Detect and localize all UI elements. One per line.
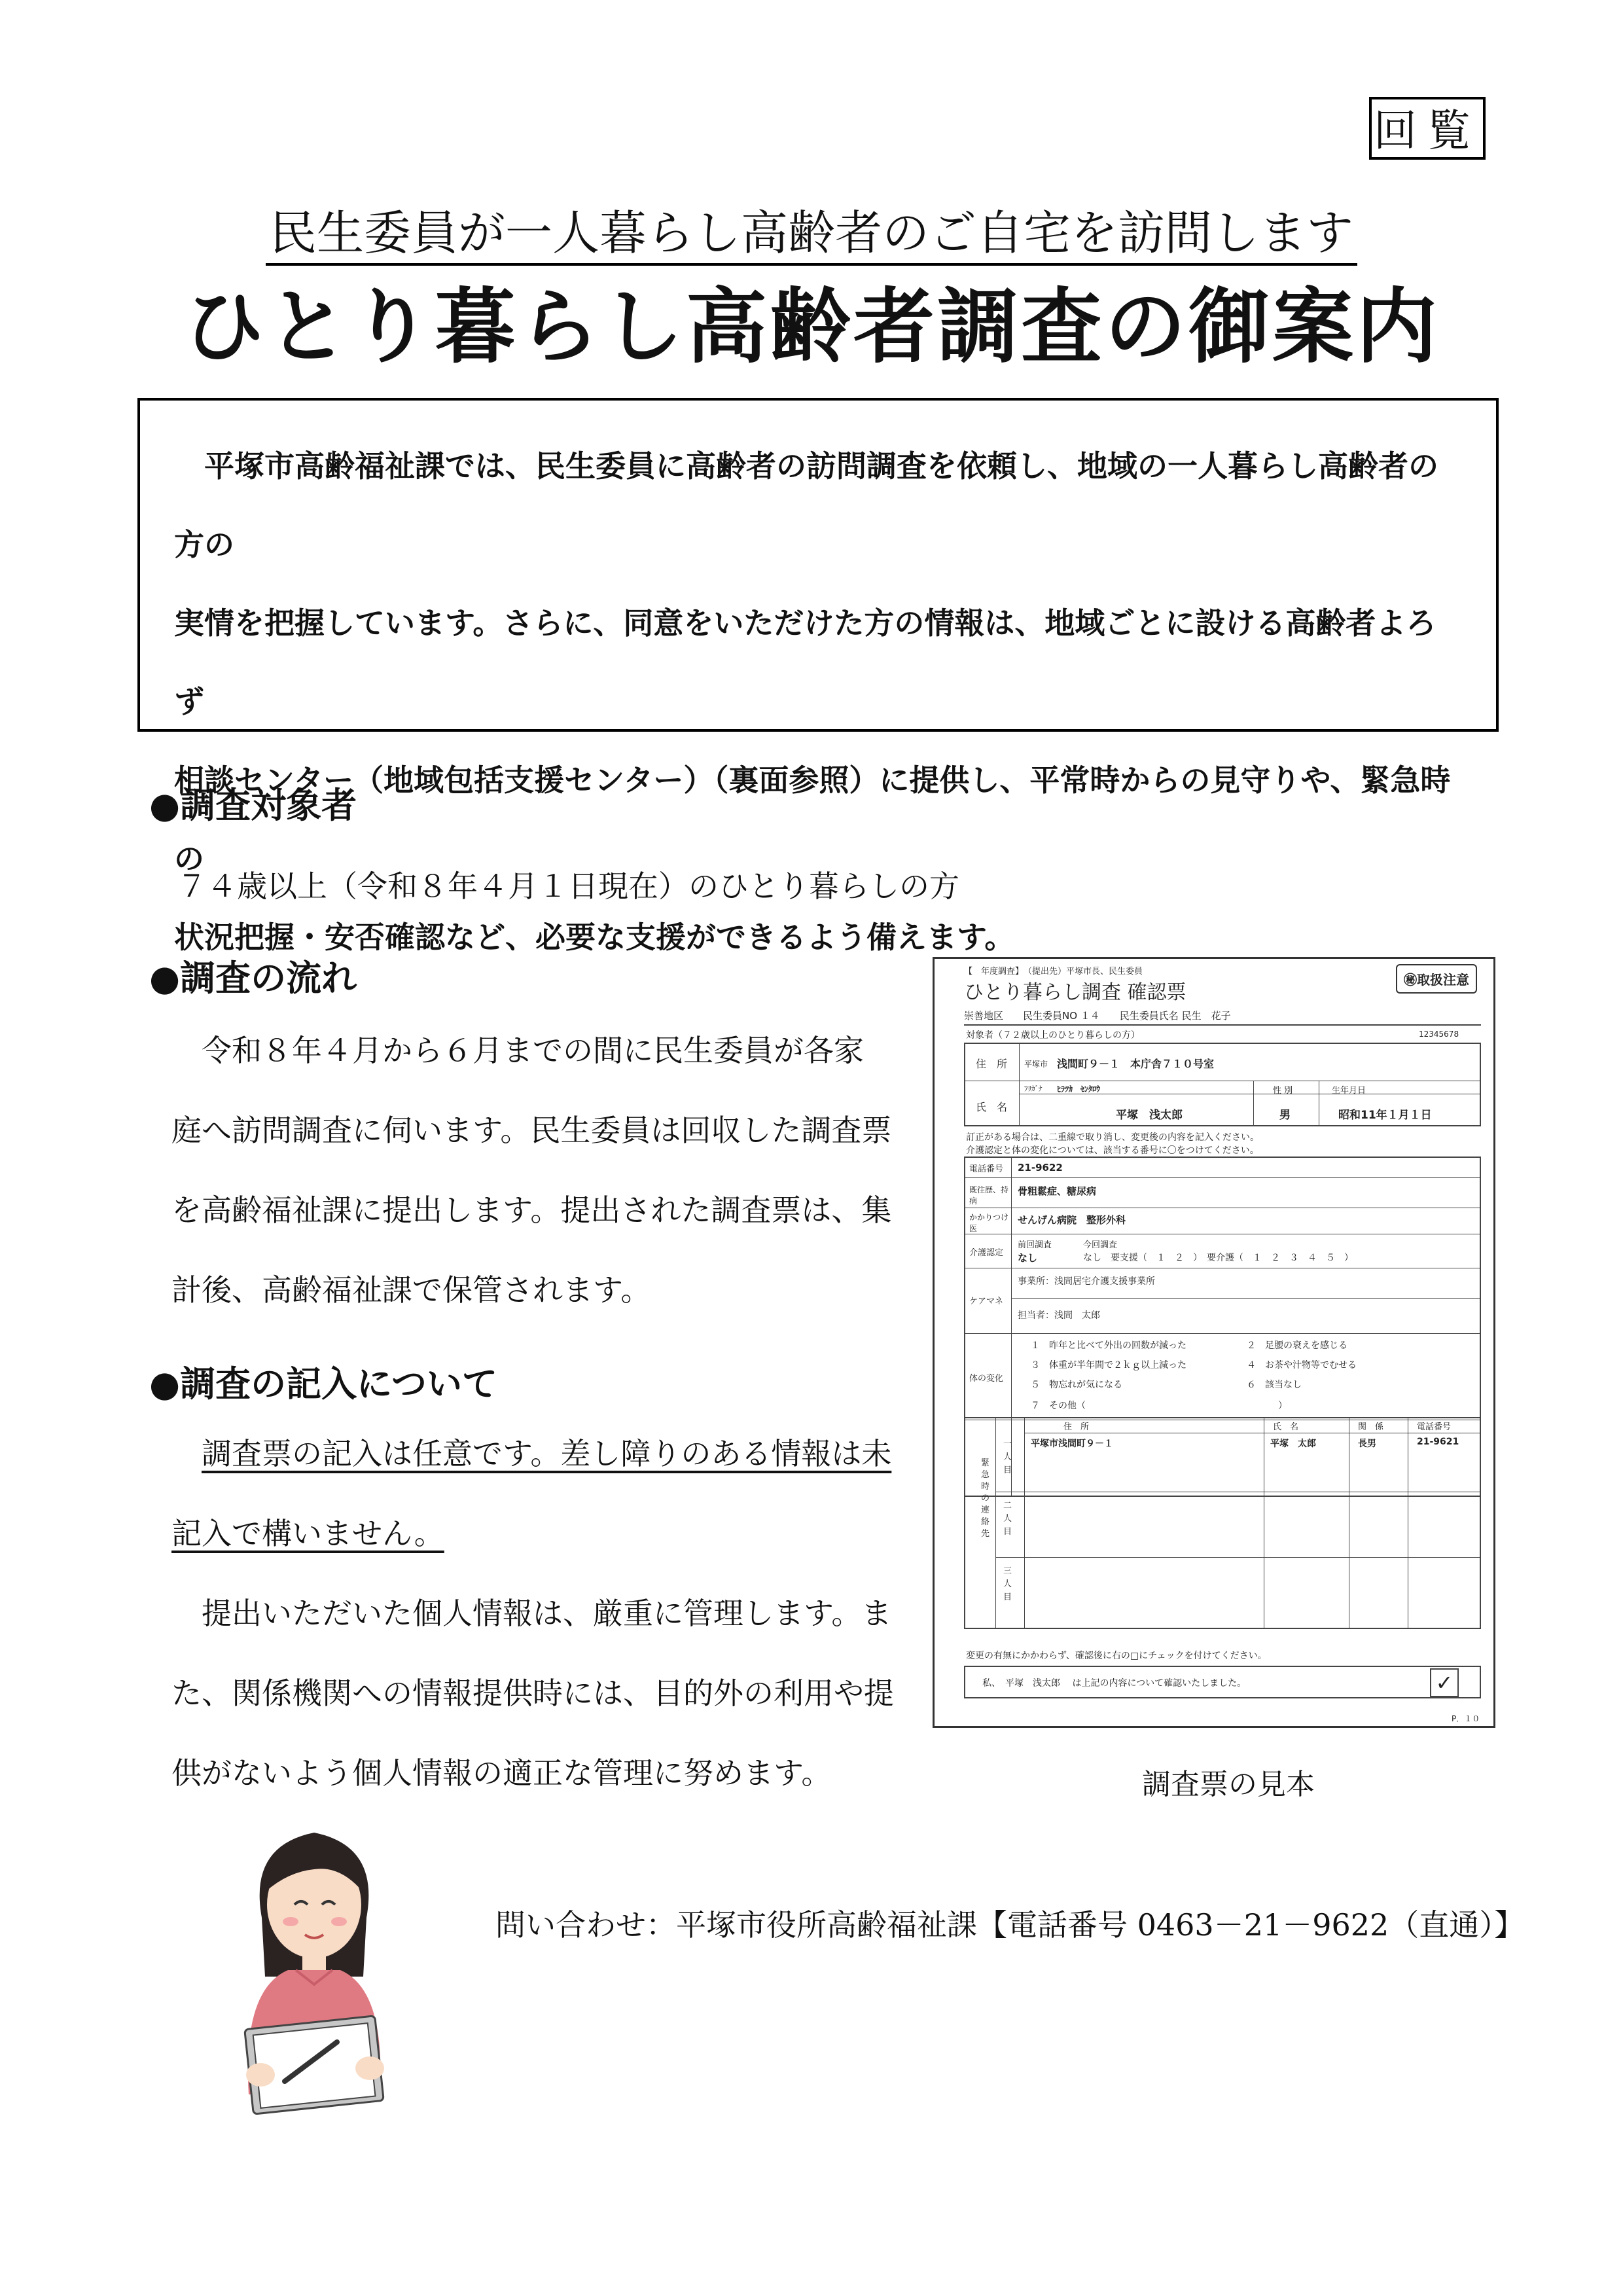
page-subtitle — [0, 195, 1623, 263]
form-manager: 担当者：浅間 太郎 — [1018, 1310, 1100, 1321]
entry-line: 提出いただいた個人情報は、厳重に管理します。ま — [202, 1596, 892, 1631]
form-phone: 21-9622 — [1018, 1162, 1063, 1174]
flow-paragraph — [171, 1011, 904, 1330]
form-check-box: ✓ — [1430, 1668, 1459, 1697]
form-emergency-label: 緊急時の連絡先 — [981, 1458, 990, 1539]
form-body-item: ５ 物忘れが気になる — [1031, 1380, 1122, 1390]
contact-info: 問い合わせ：平塚市役所高齢福祉課【電話番号 0463－21－9622（直通）】 — [495, 1907, 1525, 1943]
form-confirm-note: 変更の有無にかかわらず、確認後に右の□にチェックを付けてください。 — [966, 1651, 1267, 1661]
form-district-row: 崇善地区 民生委員NO １４ 民生委員氏名 民生 花子 — [964, 1010, 1231, 1022]
form-emergency-header: 氏 名 — [1273, 1422, 1299, 1432]
form-sex-label: 性 別 — [1273, 1086, 1293, 1096]
form-care-now: なし 要支援（ １ ２ ） 要介護（ １ ２ ３ ４ ５ ） — [1083, 1253, 1353, 1263]
form-emergency-cell: 平塚市浅間町９－１ — [1031, 1439, 1113, 1449]
form-address-label: 住 所 — [976, 1058, 1008, 1070]
flow-heading: ●調査の流れ — [149, 958, 357, 999]
form-phone-label: 電話番号 — [969, 1164, 1004, 1174]
form-body-item: ６ 該当なし — [1247, 1380, 1302, 1390]
flow-line: を高齢福祉課に提出します。提出された調査票は、集 — [171, 1193, 892, 1228]
confidential-badge: ㊙取扱注意 — [1396, 964, 1477, 994]
entry-line: 調査票の記入は任意です。差し障りのある情報は未 — [202, 1436, 892, 1471]
form-top-note: 【 年度調査】 （提出先）平塚市長、民生委員 — [964, 967, 1143, 977]
form-body-item: ２ 足腰の衰えを感じる — [1247, 1340, 1347, 1351]
entry-line: 記入で構いません。 — [171, 1516, 444, 1551]
form-emergency-row-label: 一人目 — [1003, 1439, 1012, 1475]
form-target-row: 対象者（７２歳以上のひとり暮らしの方） — [966, 1030, 1140, 1041]
form-illness-label: 既往歴、持病 — [969, 1185, 1009, 1206]
form-furigana-label: ﾌﾘｶﾞﾅ — [1024, 1085, 1043, 1093]
form-emergency-cell: 平塚 太郎 — [1270, 1439, 1316, 1449]
form-office: 事業所：浅間居宅介護支援事業所 — [1018, 1276, 1155, 1287]
form-emergency-header: 電話番号 — [1417, 1422, 1452, 1432]
entry-line: た、関係機関への情報提供時には、目的外の利用や提 — [171, 1676, 894, 1711]
form-body-item: ３ 体重が半年間で２ｋｇ以上減った — [1031, 1360, 1186, 1371]
form-body-item: １ 昨年と比べて外出の回数が減った — [1031, 1340, 1186, 1351]
form-caremanager-label: ケアマネ — [969, 1297, 1004, 1306]
form-doctor: せんげん病院 整形外科 — [1018, 1214, 1126, 1226]
form-body-item: ４ お茶や汁物等でむせる — [1247, 1360, 1357, 1371]
survey-form-sample — [933, 957, 1495, 1728]
form-birth-label: 生年月日 — [1332, 1086, 1366, 1096]
form-emergency-row-label: 二人目 — [1003, 1501, 1012, 1537]
form-care-prev-label: 前回調査 — [1018, 1240, 1052, 1250]
form-emergency-cell: 長男 — [1358, 1439, 1376, 1449]
form-note-1: 訂正がある場合は、二重線で取り消し、変更後の内容を記入ください。 — [966, 1132, 1259, 1143]
form-page-number: P．１０ — [1452, 1714, 1480, 1723]
form-care-prev: なし — [1018, 1252, 1038, 1264]
form-name: 平塚 浅太郎 — [1116, 1109, 1183, 1122]
intro-line: 相談センター（地域包括支援センター）（裏面参照）に提供し、平常時からの見守りや、緊急時の — [174, 762, 1451, 876]
flow-line: 計後、高齢福祉課で保管されます。 — [171, 1272, 651, 1308]
form-emergency-cell: 21-9621 — [1417, 1437, 1459, 1447]
form-sex: 男 — [1279, 1109, 1291, 1122]
intro-line: 平塚市高齢福祉課では、民生委員に高齢者の訪問調査を依頼し、地域の一人暮らし高齢者の方の — [174, 448, 1438, 562]
form-caption: 調査票の見本 — [1142, 1768, 1315, 1801]
form-name-label: 氏 名 — [976, 1101, 1008, 1113]
form-care-now-label: 今回調査 — [1083, 1240, 1118, 1250]
form-illness: 骨粗鬆症、糖尿病 — [1018, 1185, 1097, 1197]
form-address: 浅間町９－１ 本庁舎７１０号室 — [1057, 1058, 1215, 1070]
target-text: ７４歳以上（令和８年４月１日現在）のひとり暮らしの方 — [177, 869, 959, 904]
form-note-2: 介護認定と体の変化については、該当する番号に〇をつけてください。 — [966, 1145, 1259, 1156]
form-title: ひとり暮らし調査 確認票 — [964, 981, 1186, 1004]
target-heading: ●調査対象者 — [149, 785, 357, 826]
form-emergency-table — [964, 1417, 1481, 1629]
entry-line: 供がないよう個人情報の適正な管理に努めます。 — [171, 1755, 832, 1791]
form-emergency-row-label: 三人目 — [1003, 1566, 1012, 1602]
entry-paragraph — [171, 1414, 904, 1813]
form-confirm-text: 私、 平塚 浅太郎 は上記の内容について確認いたしました。 — [982, 1678, 1247, 1689]
form-confirm-box — [964, 1666, 1481, 1698]
form-doctor-label: かかりつけ医 — [969, 1213, 1009, 1233]
form-emergency-header: 関 係 — [1358, 1422, 1384, 1432]
woman-with-clipboard-illustration — [223, 1806, 406, 2121]
intro-line: 状況把握・安否確認など、必要な支援ができるよう備えます。 — [174, 920, 1015, 955]
form-body-label: 体の変化 — [969, 1374, 1004, 1384]
form-id: 12345678 — [1419, 1030, 1459, 1039]
subtitle-text: 民生委員が一人暮らし高齢者のご自宅を訪問します — [266, 206, 1357, 266]
circulation-stamp: 回覧 — [1369, 97, 1486, 160]
intro-line: 実情を把握しています。さらに、同意をいただけた方の情報は、地域ごとに設ける高齢者よろず — [174, 605, 1436, 719]
flow-line: 庭へ訪問調査に伺います。民生委員は回収した調査票 — [171, 1113, 892, 1148]
form-furigana: ﾋﾗﾂｶ ｾﾝﾀﾛｳ — [1057, 1085, 1101, 1094]
form-body-item: ７ その他（ ） — [1031, 1401, 1287, 1411]
form-birth: 昭和11年１月１日 — [1338, 1109, 1432, 1122]
page-title: ひとり暮らし高齢者調査の御案内 — [183, 280, 1440, 374]
entry-heading: ●調査の記入について — [149, 1363, 498, 1405]
form-address-city: 平塚市 — [1024, 1060, 1048, 1069]
form-care-label: 介護認定 — [969, 1248, 1004, 1258]
form-personal-box — [964, 1043, 1481, 1126]
flow-line: 令和８年４月から６月までの間に民生委員が各家 — [202, 1033, 864, 1068]
form-emergency-header: 住 所 — [1063, 1422, 1090, 1432]
